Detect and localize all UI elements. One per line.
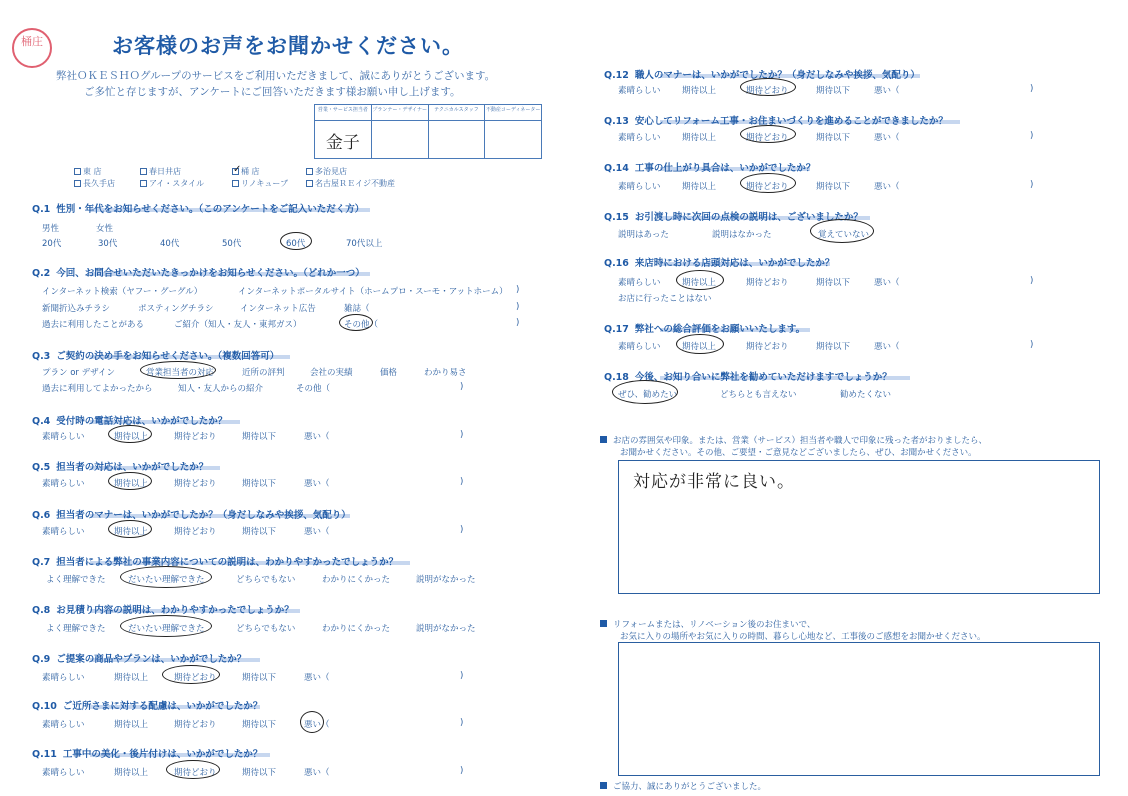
q14-question: Q.14 工事の仕上がり具合は、いかがでしたか？ — [604, 163, 816, 174]
q16-below[interactable]: 期待以下 — [816, 278, 851, 288]
q10-excellent[interactable]: 素晴らしい — [42, 720, 85, 730]
q15-not-explained[interactable]: 説明はなかった — [712, 230, 772, 240]
shop-renocube[interactable]: リノキューブ — [232, 178, 288, 189]
q13-answer-circle — [740, 125, 796, 143]
q8-neutral[interactable]: どちらでもない — [236, 624, 296, 634]
q1-age-40[interactable]: 40代 — [160, 239, 180, 249]
q12-bad[interactable]: 悪い（ — [874, 86, 900, 96]
q17-below[interactable]: 期待以下 — [816, 342, 851, 352]
q11-below[interactable]: 期待以下 — [242, 768, 277, 778]
q3-question: Q.3 ご契約の決め手をお知らせください。（複数回答可） — [32, 351, 280, 362]
q11-bad[interactable]: 悪い（ — [304, 768, 330, 778]
staff-header-realestate: 不動産コーディネーター — [485, 105, 542, 121]
q12-question: Q.12 職人のマナーは、いかがでしたか？（身だしなみや挨拶、気配り） — [604, 70, 920, 81]
q8-understood[interactable]: よく理解できた — [46, 624, 106, 634]
q14-excellent[interactable]: 素晴らしい — [618, 182, 661, 192]
q3-past-good[interactable]: 過去に利用してよかったから — [42, 384, 153, 394]
q4-paren-close: ) — [460, 430, 464, 440]
q2-referral[interactable]: ご紹介（知人・友人・東邦ガス） — [174, 320, 302, 330]
q14-above[interactable]: 期待以上 — [682, 182, 717, 192]
q15-dont-remember[interactable]: 覚えていない — [818, 230, 870, 240]
q7-neutral[interactable]: どちらでもない — [236, 575, 296, 585]
q16-answer-circle — [676, 270, 724, 290]
q18-recommend[interactable]: ぜひ、勧めたい — [618, 390, 678, 400]
q6-above[interactable]: 期待以上 — [114, 527, 149, 537]
q12-paren-close: ) — [1030, 84, 1034, 94]
q4-bad[interactable]: 悪い（ — [304, 432, 330, 442]
footer-thanks: ご協力、誠にありがとうございました。 — [600, 780, 766, 792]
q2-internet-ad[interactable]: インターネット広告 — [240, 304, 316, 314]
q3-answer-circle — [140, 361, 216, 379]
q18-question: Q.18 今後、お知り合いに弊社を勧めていただけますでしょうか？ — [604, 372, 892, 383]
q7-none[interactable]: 説明がなかった — [416, 575, 476, 585]
q16-paren-close: ) — [1030, 276, 1034, 286]
q2-paren-close-1: ) — [516, 285, 520, 295]
staff-table — [314, 104, 542, 159]
shop-oke[interactable]: ✓ 桶 店 — [233, 164, 260, 176]
q11-excellent[interactable]: 素晴らしい — [42, 768, 85, 778]
q3-plan-design[interactable]: プラン or デザイン — [42, 368, 116, 378]
q6-answer-circle — [108, 520, 152, 538]
q17-bad[interactable]: 悪い（ — [874, 342, 900, 352]
q1-age-20[interactable]: 20代 — [42, 239, 62, 249]
q17-above[interactable]: 期待以上 — [682, 342, 717, 352]
q3-reputation[interactable]: 近所の評判 — [242, 368, 285, 378]
q6-bad[interactable]: 悪い（ — [304, 527, 330, 537]
q3-record[interactable]: 会社の実績 — [310, 368, 353, 378]
q13-expected[interactable]: 期待どおり — [746, 133, 789, 143]
shop-tajimi[interactable]: 多治見店 — [306, 166, 347, 177]
q14-below[interactable]: 期待以下 — [816, 182, 851, 192]
square-bullet-icon — [600, 620, 607, 627]
q14-paren-close: ) — [1030, 180, 1034, 190]
shop-nagakute[interactable]: 長久手店 — [74, 178, 115, 189]
q13-question: Q.13 安心してリフォーム工事・お住まいづくりを進めることができましたか？ — [604, 116, 948, 127]
q8-answer-circle — [120, 615, 212, 637]
q7-understood[interactable]: よく理解できた — [46, 575, 106, 585]
q9-excellent[interactable]: 素晴らしい — [42, 673, 85, 683]
q5-excellent[interactable]: 素晴らしい — [42, 479, 85, 489]
q12-below[interactable]: 期待以下 — [816, 86, 851, 96]
comment1-box[interactable] — [618, 460, 1100, 594]
q1-male[interactable]: 男性 — [42, 224, 60, 234]
q5-answer-circle — [108, 472, 152, 490]
q18-neutral[interactable]: どちらとも言えない — [720, 390, 797, 400]
q4-below[interactable]: 期待以下 — [242, 432, 277, 442]
q15-explained[interactable]: 説明はあった — [618, 230, 669, 240]
q2-posting[interactable]: ポスティングチラシ — [138, 304, 214, 314]
q2-paren-close-2: ) — [516, 302, 520, 312]
q8-mostly[interactable]: だいたい理解できた — [128, 624, 205, 634]
q13-bad[interactable]: 悪い（ — [874, 133, 900, 143]
q9-paren-close: ) — [460, 671, 464, 681]
q6-excellent[interactable]: 素晴らしい — [42, 527, 85, 537]
q17-excellent[interactable]: 素晴らしい — [618, 342, 661, 352]
q1-age-50[interactable]: 50代 — [222, 239, 242, 249]
q13-paren-close: ) — [1030, 131, 1034, 141]
q16-bad[interactable]: 悪い（ — [874, 278, 900, 288]
q10-expected[interactable]: 期待どおり — [174, 720, 217, 730]
shop-kasugai[interactable]: 春日井店 — [140, 166, 181, 177]
q7-hard[interactable]: わかりにくかった — [322, 575, 391, 585]
staff-header-sales: 営業・サービス担当者 — [315, 105, 372, 121]
q1-age-60[interactable]: 60代 — [286, 239, 306, 249]
q16-question: Q.16 来店時における店頭対応は、いかがでしたか？ — [604, 258, 835, 269]
q6-expected[interactable]: 期待どおり — [174, 527, 217, 537]
q11-answer-circle — [166, 760, 220, 779]
comment1-header-2: お聞かせください。その他、ご要望・ご意見などございましたら、ぜひ、お聞かせください。 — [620, 448, 977, 458]
q9-question: Q.9 ご提案の商品やプランは、いかがでしたか？ — [32, 654, 247, 665]
q3-paren-close: ) — [460, 382, 464, 392]
q11-above[interactable]: 期待以上 — [114, 768, 149, 778]
q16-never-visited[interactable]: お店に行ったことはない — [618, 294, 712, 304]
q1-female[interactable]: 女性 — [96, 224, 114, 234]
q9-expected[interactable]: 期待どおり — [174, 673, 217, 683]
q15-answer-circle — [810, 219, 874, 243]
q2-answer-circle — [339, 314, 373, 331]
q16-expected[interactable]: 期待どおり — [746, 278, 789, 288]
q17-question: Q.17 弊社への総合評価をお願いいたします。 — [604, 324, 806, 335]
q8-none[interactable]: 説明がなかった — [416, 624, 476, 634]
q4-answer-circle — [108, 425, 152, 443]
comment1-handwritten: 対応が非常に良い。 — [633, 472, 795, 492]
q9-answer-circle — [162, 665, 220, 684]
q2-question: Q.2 今回、お問合せいただいたきっかけをお知らせください。（どれか一つ） — [32, 268, 365, 279]
q18-not-recommend[interactable]: 勧めたくない — [840, 390, 892, 400]
q14-answer-circle — [740, 173, 796, 193]
q1-answer-circle — [280, 232, 312, 250]
q13-excellent[interactable]: 素晴らしい — [618, 133, 661, 143]
q1-age-70[interactable]: 70代以上 — [346, 239, 383, 249]
intro-line-1: 弊社ＯＫＥＳＨＯグループのサービスをご利用いただきまして、誠にありがとうございます。 — [56, 70, 496, 82]
q2-internet-search[interactable]: インターネット検索（ヤフー・グーグル） — [42, 287, 203, 297]
q3-friend-referral[interactable]: 知人・友人からの紹介 — [178, 384, 264, 394]
q5-paren-close: ) — [460, 477, 464, 487]
q9-bad[interactable]: 悪い（ — [304, 673, 330, 683]
q10-bad[interactable]: 悪い（ — [304, 720, 330, 730]
shop-nagoya-re[interactable]: 名古屋ＲＥイジ不動産 — [306, 178, 395, 189]
q4-expected[interactable]: 期待どおり — [174, 432, 217, 442]
q1-age-30[interactable]: 30代 — [98, 239, 118, 249]
q16-above[interactable]: 期待以上 — [682, 278, 717, 288]
intro-line-2: ご多忙と存じますが、アンケートにご回答いただきます様お願い申し上げます。 — [84, 86, 461, 98]
q14-expected[interactable]: 期待どおり — [746, 182, 789, 192]
q2-portal-site[interactable]: インターネットポータルサイト（ホームプロ・スーモ・アットホーム） — [238, 287, 508, 297]
q10-paren-close: ) — [460, 718, 464, 728]
q1-question: Q.1 性別・年代をお知らせください。（このアンケートをご記入いただく方） — [32, 204, 365, 215]
q2-magazine[interactable]: 雑誌（ — [344, 304, 370, 314]
q7-answer-circle — [120, 566, 212, 588]
staff-header-planner: プランナー・デザイナー — [371, 105, 428, 121]
q3-sales-staff[interactable]: 営業担当者の対応 — [146, 368, 215, 378]
q17-paren-close: ) — [1030, 340, 1034, 350]
q12-above[interactable]: 期待以上 — [682, 86, 717, 96]
q15-question: Q.15 お引渡し時に次回の点検の説明は、ございましたか？ — [604, 212, 863, 223]
q18-answer-circle — [612, 380, 678, 404]
q6-below[interactable]: 期待以下 — [242, 527, 277, 537]
q3-price[interactable]: 価格 — [380, 368, 398, 378]
q5-above[interactable]: 期待以上 — [114, 479, 149, 489]
q8-hard[interactable]: わかりにくかった — [322, 624, 391, 634]
q8-question: Q.8 お見積り内容の説明は、わかりやすかったでしょうか？ — [32, 605, 294, 616]
shop-istyle[interactable]: アイ・スタイル — [140, 178, 204, 189]
q5-question: Q.5 担当者の対応は、いかがでしたか？ — [32, 462, 209, 473]
comment2-header-1: リフォームまたは、リノベーション後のお住まいで、 — [600, 618, 815, 630]
q9-below[interactable]: 期待以下 — [242, 673, 277, 683]
q14-bad[interactable]: 悪い（ — [874, 182, 900, 192]
q12-excellent[interactable]: 素晴らしい — [618, 86, 661, 96]
q11-question: Q.11 工事中の美化・後片付けは、いかがでしたか？ — [32, 749, 263, 760]
comment2-box[interactable] — [618, 642, 1100, 776]
q17-answer-circle — [676, 334, 724, 354]
shop-higashi[interactable]: 東 店 — [74, 166, 102, 177]
q4-question: Q.4 受付時の電話対応は、いかがでしたか？ — [32, 416, 228, 427]
comment2-header-2: お気に入りの場所やお気に入りの時間、暮らし心地など、工事後のご感想をお聞かせください。 — [620, 632, 986, 642]
q11-expected[interactable]: 期待どおり — [174, 768, 217, 778]
q4-excellent[interactable]: 素晴らしい — [42, 432, 85, 442]
q5-below[interactable]: 期待以下 — [242, 479, 277, 489]
q2-paren-close-3: ) — [516, 318, 520, 328]
q2-newspaper[interactable]: 新聞折込みチラシ — [42, 304, 111, 314]
q10-question: Q.10 ご近所さまに対する配慮は、いかがでしたか？ — [32, 701, 263, 712]
q2-past-use[interactable]: 過去に利用したことがある — [42, 320, 145, 330]
q12-answer-circle — [740, 78, 796, 96]
q10-below[interactable]: 期待以下 — [242, 720, 277, 730]
q11-paren-close: ) — [460, 766, 464, 776]
q9-above[interactable]: 期待以上 — [114, 673, 149, 683]
square-bullet-icon — [600, 782, 607, 789]
q10-answer-circle — [300, 711, 324, 733]
q7-mostly[interactable]: だいたい理解できた — [128, 575, 205, 585]
q3-other[interactable]: その他（ — [296, 384, 331, 394]
staff-header-technical: テクニカルスタッフ — [428, 105, 485, 121]
q13-above[interactable]: 期待以上 — [682, 133, 717, 143]
q5-bad[interactable]: 悪い（ — [304, 479, 330, 489]
q13-below[interactable]: 期待以下 — [816, 133, 851, 143]
q4-above[interactable]: 期待以上 — [114, 432, 149, 442]
q17-expected[interactable]: 期待どおり — [746, 342, 789, 352]
page-title: お客様のお声をお聞かせください。 — [112, 34, 464, 58]
q6-question: Q.6 担当者のマナーは、いかがでしたか？（身だしなみや挨拶、気配り） — [32, 510, 351, 521]
q16-excellent[interactable]: 素晴らしい — [618, 278, 661, 288]
comment1-header-1: お店の雰囲気や印象。または、営業（サービス）担当者や職人で印象に残った者がおりましたら、 — [600, 434, 987, 446]
q7-question: Q.7 担当者による弊社の事業内容についての説明は、わかりやすかったでしょうか？ — [32, 557, 399, 568]
company-seal: 桶庄 — [12, 28, 52, 68]
q12-expected[interactable]: 期待どおり — [746, 86, 789, 96]
q3-clarity[interactable]: わかり易さ — [424, 368, 467, 378]
q2-other[interactable]: その他（ — [344, 320, 379, 330]
q6-paren-close: ) — [460, 525, 464, 535]
q5-expected[interactable]: 期待どおり — [174, 479, 217, 489]
square-bullet-icon — [600, 436, 607, 443]
staff-name-handwritten: 金子 — [325, 132, 360, 153]
q10-above[interactable]: 期待以上 — [114, 720, 149, 730]
